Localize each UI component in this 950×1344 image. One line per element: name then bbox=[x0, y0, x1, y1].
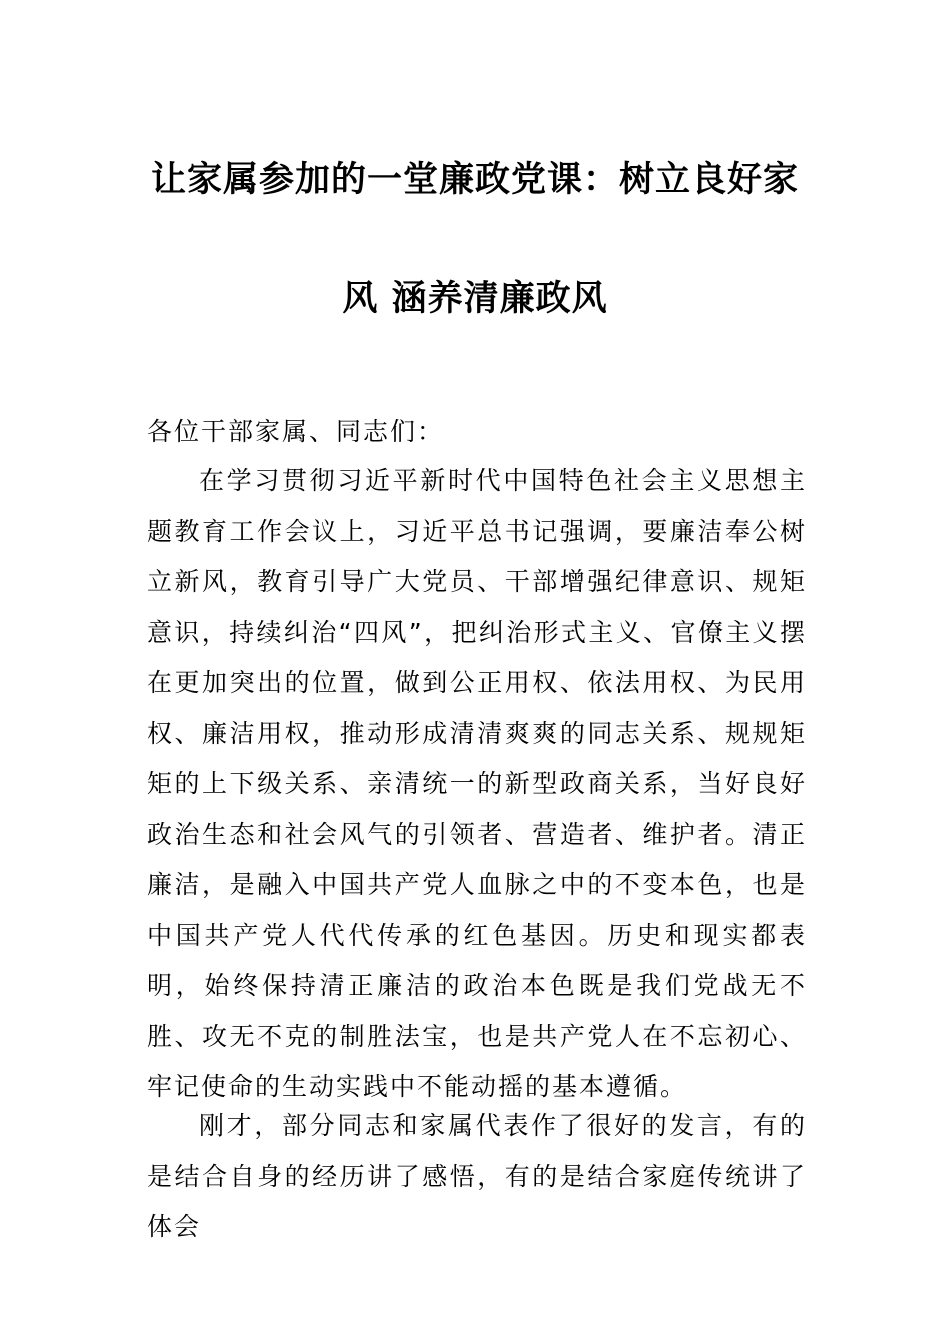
body-paragraph-1: 在学习贯彻习近平新时代中国特色社会主义思想主题教育工作会议上，习近平总书记强调，要廉洁奉公树立新风，教育引导广大党员、干部增强纪律意识、规矩意识，持续纠治“四风”，把纠治形式主义、官僚主义摆在更加突出的位置，做到公正用权、依法用权、为民用权、廉洁用权，推动形成清清爽爽的同志关系、规规矩矩的上下级关系、亲清统一的新型政商关系，当好良好政治生态和社会风气的引领者、营造者、维护者。清正廉洁，是融入中国共产党人血脉之中的不变本色，也是中国共产党人代代传承的红色基因。历史和现实都表明，始终保持清正廉洁的政治本色既是我们党战无不胜、攻无不克的制胜法宝，也是共产党人在不忘初心、牢记使命的生动实践中不能动摇的基本遵循。 bbox=[147, 466, 807, 1101]
document-title-line-2: 风 涵养清廉政风 bbox=[342, 279, 608, 319]
greeting: 各位干部家属、同志们： bbox=[147, 417, 445, 446]
body-paragraph-2: 刚才，部分同志和家属代表作了很好的发言，有的是结合自身的经历讲了感悟，有的是结合家庭传统讲了体会 bbox=[147, 1111, 807, 1241]
document-title-line-1: 让家属参加的一堂廉政党课：树立良好家 bbox=[150, 160, 799, 200]
